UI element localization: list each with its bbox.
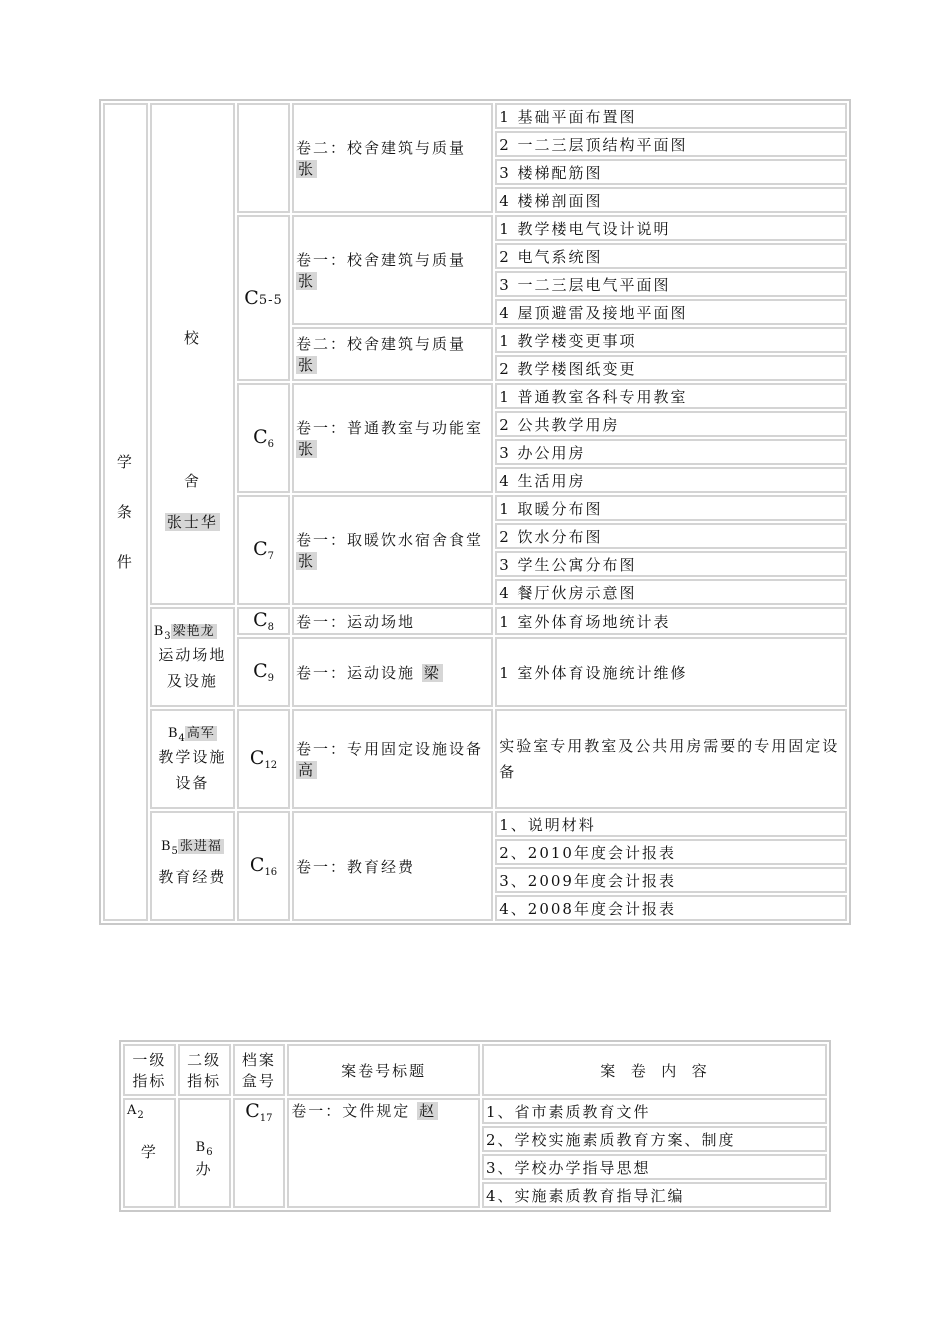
volume-owner-mark: 张 <box>297 552 315 570</box>
box-code: C <box>253 538 268 560</box>
b-code: B <box>160 839 172 854</box>
content-item: 1、省市素质教育文件 <box>482 1098 827 1124</box>
box-code: C <box>245 1100 260 1122</box>
content-item: 3、学校办学指导思想 <box>482 1154 827 1180</box>
volume-owner-mark: 高 <box>297 761 315 779</box>
a-char-2: 条 <box>116 503 134 521</box>
content-item: 1 室外体育设施统计维修 <box>495 637 847 707</box>
b-owner: 张进福 <box>179 839 222 854</box>
content-item: 2、学校实施素质教育方案、制度 <box>482 1126 827 1152</box>
box-code-sub: 6 <box>267 439 274 450</box>
content-item: 1、说明材料 <box>495 811 847 837</box>
a-code-sub: 2 <box>137 1110 144 1121</box>
box-number-c6 <box>237 383 290 493</box>
volume-title-text: 卷一：普通教室与功能室 <box>295 419 483 437</box>
box-code: C <box>253 426 268 448</box>
box-code-sub: 12 <box>264 760 278 771</box>
box-code-sub: 8 <box>267 622 274 633</box>
volume-title: 卷一：运动场地 <box>292 607 493 635</box>
b-code-sub: 3 <box>164 631 171 642</box>
box-number-c17 <box>233 1098 286 1208</box>
a-code: A <box>127 1103 138 1118</box>
content-item: 2 饮水分布图 <box>495 523 847 549</box>
volume-owner-mark: 张 <box>297 160 315 178</box>
header-level2: 二级指标 <box>178 1044 231 1096</box>
volume-owner-mark: 张 <box>297 356 315 374</box>
box-code-sub: 9 <box>267 673 274 684</box>
b-campus-cell <box>150 103 235 605</box>
header-box-number: 档案盒号 <box>233 1044 286 1096</box>
content-item: 3 学生公寓分布图 <box>495 551 847 577</box>
a-char-3: 件 <box>116 553 134 571</box>
box-number-c12 <box>237 709 290 809</box>
volume-owner-mark: 梁 <box>423 663 441 682</box>
content-item: 3 楼梯配筋图 <box>495 159 847 185</box>
header-volume-content: 案 卷 内 容 <box>482 1044 827 1096</box>
box-number-c8 <box>237 607 290 635</box>
volume-title-text: 卷一：运动设施 <box>295 663 415 682</box>
content-item: 4、实施素质教育指导汇编 <box>482 1182 827 1208</box>
a2-cell <box>123 1098 176 1208</box>
box-code: C <box>253 660 268 682</box>
volume-title-text: 卷二：校舍建筑与质量 <box>295 335 466 353</box>
index-table-1 <box>99 99 851 925</box>
b-name: 教学设施设备 <box>158 748 227 792</box>
volume-title <box>292 103 493 213</box>
box-number-c5-5 <box>237 215 290 381</box>
volume-title <box>292 495 493 605</box>
content-item: 1 教学楼变更事项 <box>495 327 847 353</box>
b-text: 办 <box>195 1160 213 1178</box>
box-code-sub: 17 <box>259 1113 273 1124</box>
volume-title <box>292 637 493 707</box>
box-code: C <box>244 287 259 309</box>
b-code-sub: 5 <box>171 846 178 857</box>
content-item: 4、2008年度会计报表 <box>495 895 847 921</box>
b5-indicator-cell <box>150 811 235 921</box>
header-level1: 一级指标 <box>123 1044 176 1096</box>
header-volume-title: 案卷号标题 <box>287 1044 480 1096</box>
b3-indicator-cell <box>150 607 235 707</box>
box-code-sub: 7 <box>267 551 274 562</box>
b-campus-owner: 张士华 <box>166 512 218 531</box>
volume-owner-mark: 赵 <box>419 1102 437 1120</box>
volume-owner-mark: 张 <box>297 440 315 458</box>
volume-title-text: 卷一：取暖饮水宿舍食堂 <box>295 531 483 549</box>
a-char-1: 学 <box>116 453 134 471</box>
content-item: 1 基础平面布置图 <box>495 103 847 129</box>
box-code-sub: 5-5 <box>258 293 283 308</box>
b-name: 运动场地及设施 <box>158 646 227 690</box>
b-code-sub: 4 <box>178 733 185 744</box>
content-item: 1 普通教室各科专用教室 <box>495 383 847 409</box>
content-item: 2 电气系统图 <box>495 243 847 269</box>
b-campus-line2: 舍 <box>183 471 201 490</box>
content-item: 1 室外体育场地统计表 <box>495 607 847 635</box>
volume-title <box>292 327 493 381</box>
box-number-c9 <box>237 637 290 707</box>
b-campus-line1: 校 <box>183 328 201 347</box>
content-item: 2 教学楼图纸变更 <box>495 355 847 381</box>
content-item: 4 屋顶避雷及接地平面图 <box>495 299 847 325</box>
content-item: 4 生活用房 <box>495 467 847 493</box>
b-code-sub: 6 <box>206 1147 213 1158</box>
box-code: C <box>249 854 265 876</box>
box-number-c16 <box>237 811 290 921</box>
b-name: 教育经费 <box>158 868 227 886</box>
index-table-2 <box>119 1040 831 1212</box>
content-item: 1 教学楼电气设计说明 <box>495 215 847 241</box>
a-text: 学 <box>140 1143 158 1161</box>
content-item: 4 楼梯剖面图 <box>495 187 847 213</box>
b-code: B <box>167 726 179 741</box>
volume-title: 卷一：教育经费 <box>292 811 493 921</box>
box-code: C <box>249 747 265 769</box>
volume-title-text: 卷二：校舍建筑与质量 <box>295 139 466 157</box>
b4-indicator-cell <box>150 709 235 809</box>
content-item: 2 一二三层顶结构平面图 <box>495 131 847 157</box>
volume-title <box>292 383 493 493</box>
volume-title <box>292 709 493 809</box>
b-owner: 高军 <box>186 726 215 741</box>
box-code-sub: 16 <box>264 867 278 878</box>
b-code: B <box>153 624 165 639</box>
box-number-empty <box>237 103 290 213</box>
volume-title <box>287 1098 480 1208</box>
content-item: 2 公共教学用房 <box>495 411 847 437</box>
volume-title-text: 卷一：文件规定 <box>291 1102 411 1120</box>
volume-title-text: 卷一：校舍建筑与质量 <box>295 251 466 269</box>
content-item: 3 办公用房 <box>495 439 847 465</box>
content-item: 2、2010年度会计报表 <box>495 839 847 865</box>
a-indicator-cell <box>103 103 148 921</box>
volume-title-text: 卷一：专用固定设施设备 <box>295 740 483 758</box>
volume-title <box>292 215 493 325</box>
content-item: 4 餐厅伙房示意图 <box>495 579 847 605</box>
content-item: 实验室专用教室及公共用房需要的专用固定设备 <box>495 709 847 809</box>
volume-owner-mark: 张 <box>297 272 315 290</box>
b-owner: 梁艳龙 <box>172 624 215 639</box>
content-item: 3、2009年度会计报表 <box>495 867 847 893</box>
content-item: 1 取暖分布图 <box>495 495 847 521</box>
b6-cell <box>178 1098 231 1208</box>
content-item: 3 一二三层电气平面图 <box>495 271 847 297</box>
box-number-c7 <box>237 495 290 605</box>
b-code: B <box>195 1140 207 1155</box>
box-code: C <box>253 609 268 631</box>
